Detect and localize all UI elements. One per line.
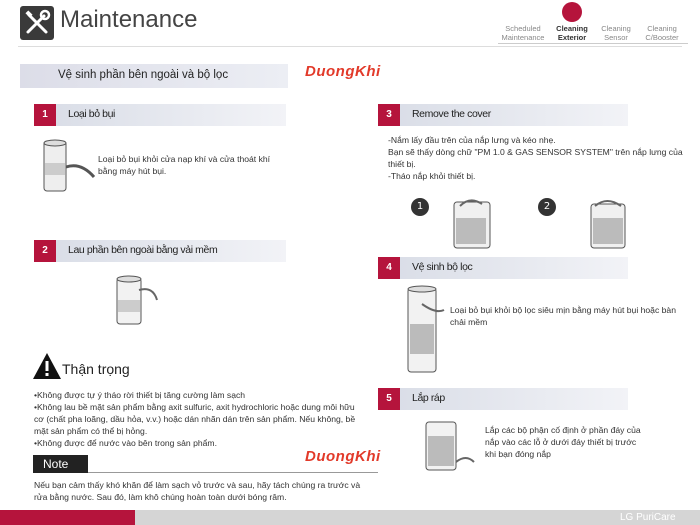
- nav-line2: C/Booster: [645, 33, 679, 42]
- page-title: Maintenance: [60, 6, 198, 33]
- step-3-text: [388, 134, 688, 182]
- nav-line1: Cleaning: [556, 24, 588, 33]
- text-line: nắp vào các lỗ ở dưới đáy thiết bị trước: [485, 437, 637, 447]
- device-assembly-illustration: [418, 418, 478, 474]
- text-line: khi bạn đóng nắp: [485, 449, 551, 459]
- step-1-text: [98, 153, 270, 177]
- footer-accent-bar: [0, 510, 135, 525]
- watermark-bottom: DuongKhi: [305, 448, 381, 465]
- nav-cleaning-exterior[interactable]: [550, 24, 594, 42]
- step-1-header: [34, 104, 286, 126]
- nav-line2: Maintenance: [501, 33, 545, 42]
- watermark-top: DuongKhi: [305, 63, 381, 80]
- caution-title: Thận trọng: [62, 361, 130, 377]
- step-number: 3: [378, 104, 400, 126]
- device-filter-illustration: [398, 284, 448, 376]
- step-number: 1: [34, 104, 56, 126]
- step-5-header: [378, 388, 628, 410]
- step-3-header: [378, 104, 628, 126]
- text-line: Lắp các bộ phận cố định ở phần đáy của: [485, 425, 641, 435]
- header-divider: [18, 46, 682, 47]
- caution-item: mặt sản phẩm có thể bị hỏng.: [34, 426, 148, 436]
- nav-line2: Sensor: [604, 33, 628, 42]
- text-line: rửa bằng nước. Sau đó, làm khô chúng hoàn toàn dưới bóng râm.: [34, 492, 287, 502]
- brand-logo: LG PuriCare: [620, 512, 676, 523]
- active-step-indicator: [562, 2, 582, 22]
- device-wipe-illustration: [105, 272, 165, 328]
- step-number: 4: [378, 257, 400, 279]
- step-title: Lắp ráp: [412, 392, 445, 404]
- note-label: Note: [33, 455, 88, 473]
- caution-item: •Không được tự ý tháo rời thiết bị tăng cường làm sạch: [34, 390, 246, 400]
- text-line: -Tháo nắp khỏi thiết bị.: [388, 171, 476, 181]
- warning-icon: [32, 351, 62, 381]
- nav-line1: Cleaning: [601, 24, 631, 33]
- step-title: Remove the cover: [412, 108, 491, 120]
- step-title: Loại bỏ bụi: [68, 108, 115, 120]
- step-2-header: [34, 240, 286, 262]
- step-number: 5: [378, 388, 400, 410]
- text-line: chải mềm: [450, 317, 488, 327]
- marker-1: 1: [416, 201, 424, 212]
- nav-line1: Cleaning: [647, 24, 677, 33]
- step-4-text: [450, 304, 690, 328]
- step-title: Vệ sinh bộ lọc: [412, 261, 473, 273]
- caution-list: [34, 389, 374, 449]
- step-title: Lau phần bên ngoài bằng vải mềm: [68, 244, 218, 256]
- text-line: Bạn sẽ thấy dòng chữ "PM 1.0 & GAS SENSOR SYSTEM" trên nắp lưng của: [388, 147, 683, 157]
- text-line: -Nắm lấy đầu trên của nắp lưng và kéo nhẹ.: [388, 135, 556, 145]
- caution-item: cơ (chất pha loãng, dầu hỏa, v.v.) hoặc dán nhãn dán trên sản phẩm. Nếu không, bề: [34, 414, 356, 424]
- nav-line1: Scheduled: [505, 24, 541, 33]
- step-5-text: [485, 424, 685, 460]
- marker-2: 2: [543, 201, 551, 212]
- caution-item: •Không được để nước vào bên trong sản phẩm.: [34, 438, 217, 448]
- section-title: Vệ sinh phần bên ngoài và bộ lọc: [58, 69, 229, 81]
- step-number: 2: [34, 240, 56, 262]
- nav-scheduled-maintenance[interactable]: [498, 24, 548, 42]
- nav-cleaning-sensor[interactable]: [596, 24, 636, 42]
- step-4-header: [378, 257, 628, 279]
- text-line: Nếu bạn cảm thấy khó khăn để làm sạch vỏ trước và sau, hãy tách chúng ra trước và: [34, 480, 361, 490]
- text-line: thiết bị.: [388, 159, 416, 169]
- caution-item: •Không lau bề mặt sản phẩm bằng axit sulfuric, axit hydrochloric hoặc dung môi hữu: [34, 402, 355, 412]
- tools-icon: [20, 6, 54, 40]
- note-text: [34, 479, 379, 503]
- footer-bar: [135, 510, 700, 525]
- device-vacuum-illustration: [36, 137, 98, 197]
- nav-divider: [498, 43, 688, 44]
- text-line: Loại bỏ bụi khỏi cửa nạp khí và cửa thoát khí: [98, 154, 271, 164]
- nav-line2: Exterior: [557, 33, 587, 42]
- text-line: bằng máy hút bụi.: [98, 166, 167, 176]
- text-line: Loại bỏ bụi khỏi bộ lọc siêu mịn bằng máy hút bụi hoặc bàn: [450, 305, 676, 315]
- nav-cleaning-booster[interactable]: [640, 24, 684, 42]
- note-divider: [88, 472, 378, 473]
